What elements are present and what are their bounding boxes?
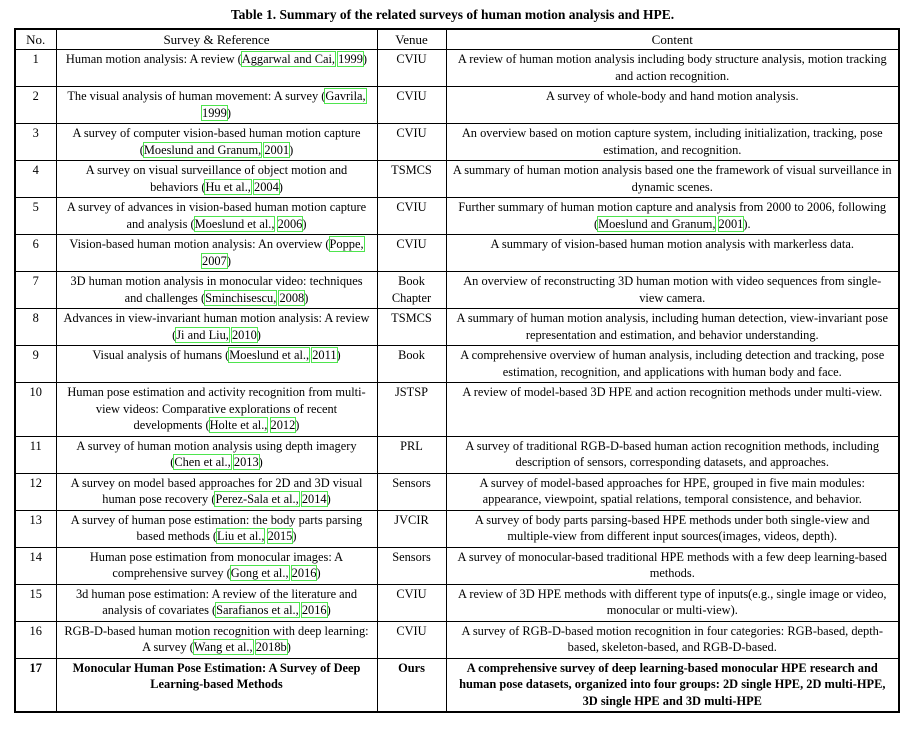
header-row	[15, 29, 899, 50]
survey-reference-cell: Advances in view-invariant human motion analysis: A review (Ji and Liu, 2010)	[56, 309, 377, 346]
table-header	[15, 29, 899, 50]
header-survey-reference: Survey & Reference	[56, 29, 377, 50]
content-cell: Further summary of human motion capture and analysis from 2000 to 2006, following (Moeslund and Granum, 2001).	[446, 198, 899, 235]
row-number-cell: 12	[15, 473, 56, 510]
citation-link-box[interactable]: Moeslund et al.,	[194, 216, 275, 231]
venue-cell: JSTSP	[377, 383, 446, 437]
table-caption: Table 1. Summary of the related surveys of human motion analysis and HPE.	[230, 7, 675, 22]
venue-cell: CVIU	[377, 198, 446, 235]
citation-link-box[interactable]: 2016	[291, 566, 317, 581]
citation-link-box[interactable]: Perez-Sala et al.,	[215, 492, 299, 507]
citation-link-box[interactable]: 2018b	[255, 640, 287, 655]
venue-cell: Sensors	[377, 473, 446, 510]
citation-link-box[interactable]: 2010	[231, 327, 257, 342]
table-row	[15, 309, 899, 346]
citation-link-box[interactable]: Aggarwal and Cai,	[241, 52, 336, 67]
citation-link-box[interactable]: Liu et al.,	[217, 529, 265, 544]
venue-cell: CVIU	[377, 124, 446, 161]
venue-cell: CVIU	[377, 235, 446, 272]
table-row	[15, 658, 899, 712]
header-venue: Venue	[377, 29, 446, 50]
table-row	[15, 50, 899, 87]
citation-link-box[interactable]: Sminchisescu,	[205, 290, 277, 305]
survey-reference-cell: Human motion analysis: A review (Aggarwal and Cai, 1999)	[56, 50, 377, 87]
content-cell: A review of 3D HPE methods with different type of inputs(e.g., single image or video, monocular or multi-view).	[446, 584, 899, 621]
citation-link-box[interactable]: Moeslund and Granum,	[598, 216, 716, 231]
survey-reference-cell: A survey of advances in vision-based human motion capture and analysis (Moeslund et al., 2006)	[56, 198, 377, 235]
citation-link-box[interactable]: Sarafianos et al.,	[216, 603, 299, 618]
related-surveys-table	[14, 28, 900, 713]
citation-link-box[interactable]: 2011	[312, 348, 337, 363]
row-number-cell: 17	[15, 658, 56, 712]
citation-link-box[interactable]: 1999	[202, 105, 227, 120]
citation-link-box[interactable]: 2015	[267, 529, 293, 544]
citation-link-box[interactable]: 2004	[254, 179, 279, 194]
content-cell: A summary of human motion analysis based one the framework of visual surveillance in dynamic scenes.	[446, 161, 899, 198]
venue-cell: TSMCS	[377, 309, 446, 346]
citation-link-box[interactable]: 2012	[270, 418, 296, 433]
citation-link-box[interactable]: Gavrila,	[325, 89, 366, 104]
survey-reference-cell: A survey on model based approaches for 2D and 3D visual human pose recovery (Perez-Sala et al., 2014)	[56, 473, 377, 510]
content-cell: A review of human motion analysis including body structure analysis, motion tracking and action recognition.	[446, 50, 899, 87]
content-cell: A survey of whole-body and hand motion analysis.	[446, 87, 899, 124]
table-row	[15, 436, 899, 473]
content-cell: A summary of human motion analysis, including human detection, view-invariant pose representation and estimation, and behavior understanding.	[446, 309, 899, 346]
survey-reference-cell: RGB-D-based human motion recognition with deep learning: A survey (Wang et al., 2018b)	[56, 621, 377, 658]
survey-reference-cell: A survey of human pose estimation: the body parts parsing based methods (Liu et al., 2015)	[56, 510, 377, 547]
row-number-cell: 7	[15, 272, 56, 309]
table-row	[15, 584, 899, 621]
venue-cell: Ours	[377, 658, 446, 712]
content-cell: A comprehensive survey of deep learning-based monocular HPE research and human pose datasets, organized into four groups: 2D single HPE, 2D multi-HPE, 3D single HPE and 3D multi-HPE	[446, 658, 899, 712]
table-row	[15, 510, 899, 547]
content-cell: A survey of monocular-based traditional HPE methods with a few deep learning-based methods.	[446, 547, 899, 584]
survey-reference-cell: A survey on visual surveillance of object motion and behaviors (Hu et al., 2004)	[56, 161, 377, 198]
row-number-cell: 6	[15, 235, 56, 272]
survey-reference-cell: Vision-based human motion analysis: An overview (Poppe, 2007)	[56, 235, 377, 272]
venue-cell: JVCIR	[377, 510, 446, 547]
table-row	[15, 124, 899, 161]
citation-link-box[interactable]: 2013	[233, 455, 259, 470]
citation-link-box[interactable]: Hu et al.,	[205, 179, 251, 194]
citation-link-box[interactable]: 2008	[279, 290, 305, 305]
survey-reference-cell: Visual analysis of humans (Moeslund et al., 2011)	[56, 346, 377, 383]
venue-cell: CVIU	[377, 50, 446, 87]
citation-link-box[interactable]: Chen et al.,	[174, 455, 231, 470]
row-number-cell: 3	[15, 124, 56, 161]
table-row	[15, 621, 899, 658]
citation-link-box[interactable]: Wang et al.,	[193, 640, 253, 655]
venue-cell: CVIU	[377, 584, 446, 621]
table-row	[15, 272, 899, 309]
content-cell: An overview of reconstructing 3D human motion with video sequences from single-view camera.	[446, 272, 899, 309]
citation-link-box[interactable]: Moeslund et al.,	[229, 348, 310, 363]
citation-link-box[interactable]: Ji and Liu,	[176, 327, 229, 342]
table-body	[15, 50, 899, 713]
citation-link-box[interactable]: 2014	[301, 492, 327, 507]
venue-cell: CVIU	[377, 87, 446, 124]
table-row	[15, 383, 899, 437]
row-number-cell: 8	[15, 309, 56, 346]
content-cell: A survey of body parts parsing-based HPE methods under both single-view and multiple-view from different input sources(images, videos, depth).	[446, 510, 899, 547]
citation-link-box[interactable]: 2016	[301, 603, 327, 618]
row-number-cell: 15	[15, 584, 56, 621]
row-number-cell: 2	[15, 87, 56, 124]
row-number-cell: 1	[15, 50, 56, 87]
table-row	[15, 346, 899, 383]
survey-reference-cell: 3d human pose estimation: A review of the literature and analysis of covariates (Sarafianos et al., 2016)	[56, 584, 377, 621]
citation-link-box[interactable]: Holte et al.,	[209, 418, 268, 433]
content-cell: A comprehensive overview of human analysis, including detection and tracking, pose estimation, recognition, and applications with human body and face.	[446, 346, 899, 383]
header-no: No.	[15, 29, 56, 50]
table-row	[15, 161, 899, 198]
content-cell: A survey of traditional RGB-D-based human action recognition methods, including description of sensors, corresponding datasets, and approaches.	[446, 436, 899, 473]
survey-reference-cell: The visual analysis of human movement: A survey (Gavrila, 1999)	[56, 87, 377, 124]
content-cell: An overview based on motion capture system, including initialization, tracking, pose estimation, and recognition.	[446, 124, 899, 161]
header-content: Content	[446, 29, 899, 50]
content-cell: A review of model-based 3D HPE and action recognition methods under multi-view.	[446, 383, 899, 437]
survey-reference-cell: A survey of human motion analysis using depth imagery (Chen et al., 2013)	[56, 436, 377, 473]
row-number-cell: 9	[15, 346, 56, 383]
citation-link-box[interactable]: Moeslund and Granum,	[143, 142, 262, 157]
survey-reference-cell: Human pose estimation from monocular images: A comprehensive survey (Gong et al., 2016)	[56, 547, 377, 584]
citation-link-box[interactable]: 2006	[277, 216, 303, 231]
row-number-cell: 13	[15, 510, 56, 547]
citation-link-box[interactable]: 1999	[338, 52, 363, 67]
venue-cell: CVIU	[377, 621, 446, 658]
table-row	[15, 87, 899, 124]
survey-reference-cell: Monocular Human Pose Estimation: A Survey of Deep Learning-based Methods	[56, 658, 377, 712]
citation-link-box[interactable]: Poppe,	[329, 237, 364, 252]
survey-reference-cell: A survey of computer vision-based human motion capture (Moeslund and Granum, 2001)	[56, 124, 377, 161]
venue-cell: Book	[377, 346, 446, 383]
table-row	[15, 198, 899, 235]
venue-cell: Book Chapter	[377, 272, 446, 309]
citation-link-box[interactable]: 2001	[718, 216, 744, 231]
row-number-cell: 11	[15, 436, 56, 473]
row-number-cell: 10	[15, 383, 56, 437]
table-row	[15, 473, 899, 510]
row-number-cell: 16	[15, 621, 56, 658]
table-row	[15, 547, 899, 584]
venue-cell: Sensors	[377, 547, 446, 584]
row-number-cell: 5	[15, 198, 56, 235]
row-number-cell: 4	[15, 161, 56, 198]
citation-link-box[interactable]: Gong et al.,	[230, 566, 289, 581]
content-cell: A summary of vision-based human motion analysis with markerless data.	[446, 235, 899, 272]
row-number-cell: 14	[15, 547, 56, 584]
venue-cell: TSMCS	[377, 161, 446, 198]
survey-reference-cell: 3D human motion analysis in monocular video: techniques and challenges (Sminchisescu, 2008)	[56, 272, 377, 309]
content-cell: A survey of model-based approaches for HPE, grouped in five main modules: appearance, viewpoint, spatial relations, temporal consistence, and behavior.	[446, 473, 899, 510]
table-row	[15, 235, 899, 272]
citation-link-box[interactable]: 2007	[202, 253, 227, 268]
venue-cell: PRL	[377, 436, 446, 473]
citation-link-box[interactable]: 2001	[264, 142, 290, 157]
survey-reference-cell: Human pose estimation and activity recognition from multi-view videos: Comparative explorations of recent developments (Holte et al., 2012)	[56, 383, 377, 437]
content-cell: A survey of RGB-D-based motion recognition in four categories: RGB-based, depth-based, skeleton-based, and RGB-D-based.	[446, 621, 899, 658]
